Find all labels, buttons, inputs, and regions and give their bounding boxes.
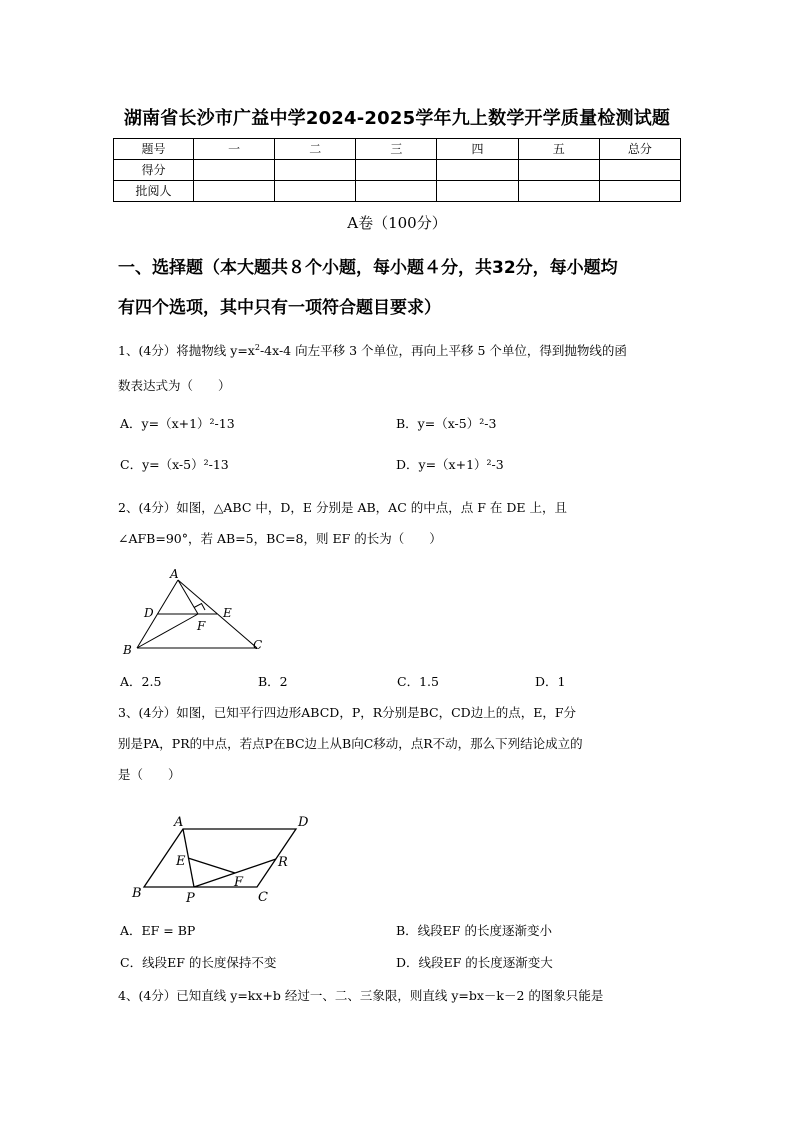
table-cell [599,181,680,202]
question-3-option-c[interactable]: C．线段EF 的长度保持不变 [120,955,277,970]
question-1-option-b[interactable]: B．y=（x-5）²-3 [396,416,497,431]
question-3-stem-2: 别是PA，PR的中点，若点P在BC边上从B向C移动，点R不动，那么下列结论成立的 [118,736,583,751]
table-row [114,160,681,181]
table-cell: 四 [437,139,518,160]
table-cell [599,160,680,181]
table-cell [194,181,275,202]
label-b: B [123,643,132,657]
question-2-option-a[interactable]: A．2.5 [120,674,162,689]
table-cell: 三 [356,139,437,160]
table-row [114,181,681,202]
table-cell [437,181,518,202]
table-cell: 一 [194,139,275,160]
question-1-text-b: -4x-4 向左平移 3 个单位，再向上平移 5 个单位，得到抛物线的函 [259,343,627,358]
table-cell [194,160,275,181]
segment-ef [188,858,235,873]
question-2-stem-2: ∠AFB=90°，若 AB=5，BC=8，则 EF 的长为（ ） [118,531,442,546]
question-1-stem [118,341,627,359]
table-cell [437,160,518,181]
question-1-option-c[interactable]: C．y=（x-5）²-13 [120,457,229,472]
table-cell: 总分 [599,139,680,160]
label-e: E [176,854,186,869]
question-3-option-a[interactable]: A．EF = BP [120,923,196,938]
label-e: E [223,606,232,620]
score-table [113,138,681,202]
label-f: F [234,875,244,890]
table-cell [356,181,437,202]
question-1-option-d[interactable]: D．y=（x+1）²-3 [396,457,504,472]
table-cell [518,181,599,202]
question-1-text-a: 1、(4分）将抛物线 y=x [118,343,255,358]
label-d: D [298,815,309,830]
label-p: P [186,891,195,904]
parallelogram-figure [128,812,328,904]
table-cell [356,160,437,181]
part-title-line-2: 有四个选项，其中只有一项符合题目要求） [118,298,441,318]
question-2-option-c[interactable]: C．1.5 [397,674,439,689]
question-2-stem: 2、(4分）如图，△ABC 中，D，E 分别是 AB，AC 的中点，点 F 在 DE 上，且 [118,500,567,515]
table-cell: 批阅人 [114,181,194,202]
exam-title: 湖南省长沙市广益中学2024-2025学年九上数学开学质量检测试题 [123,108,671,129]
section-heading: A卷（100分） [347,214,447,232]
label-c: C [258,890,268,904]
question-4-stem: 4、(4分）已知直线 y=kx+b 经过一、二、三象限，则直线 y=bx－k－2 的图象只能是 [118,988,604,1003]
triangle-figure [118,566,278,658]
part-title-line-1: 一、选择题（本大题共８个小题，每小题４分，共32分，每小题均 [118,258,618,278]
question-3-stem-3: 是（ ） [118,767,181,782]
label-b: B [132,886,142,901]
table-cell [275,181,356,202]
question-1-option-a[interactable]: A．y=（x+1）²-13 [120,416,235,431]
question-2-option-b[interactable]: B．2 [258,674,288,689]
question-1-superscript: 2 [254,342,260,352]
table-cell: 五 [518,139,599,160]
label-r: R [278,855,288,870]
table-cell: 题号 [114,139,194,160]
label-a: A [170,567,179,581]
segment-af [178,580,198,614]
question-2-option-d[interactable]: D．1 [535,674,566,689]
table-cell: 二 [275,139,356,160]
table-cell [518,160,599,181]
question-1-stem-2: 数表达式为（ ） [118,378,231,393]
question-3-stem: 3、(4分）如图，已知平行四边形ABCD，P，R分别是BC，CD边上的点，E，F分 [118,705,577,720]
label-a: A [174,815,184,830]
table-cell [275,160,356,181]
label-c: C [253,638,263,652]
label-f: F [197,619,206,633]
question-3-option-b[interactable]: B．线段EF 的长度逐渐变小 [396,923,552,938]
score-table-header [114,139,681,160]
table-cell: 得分 [114,160,194,181]
question-3-option-d[interactable]: D．线段EF 的长度逐渐变大 [396,955,553,970]
label-d: D [144,606,154,620]
